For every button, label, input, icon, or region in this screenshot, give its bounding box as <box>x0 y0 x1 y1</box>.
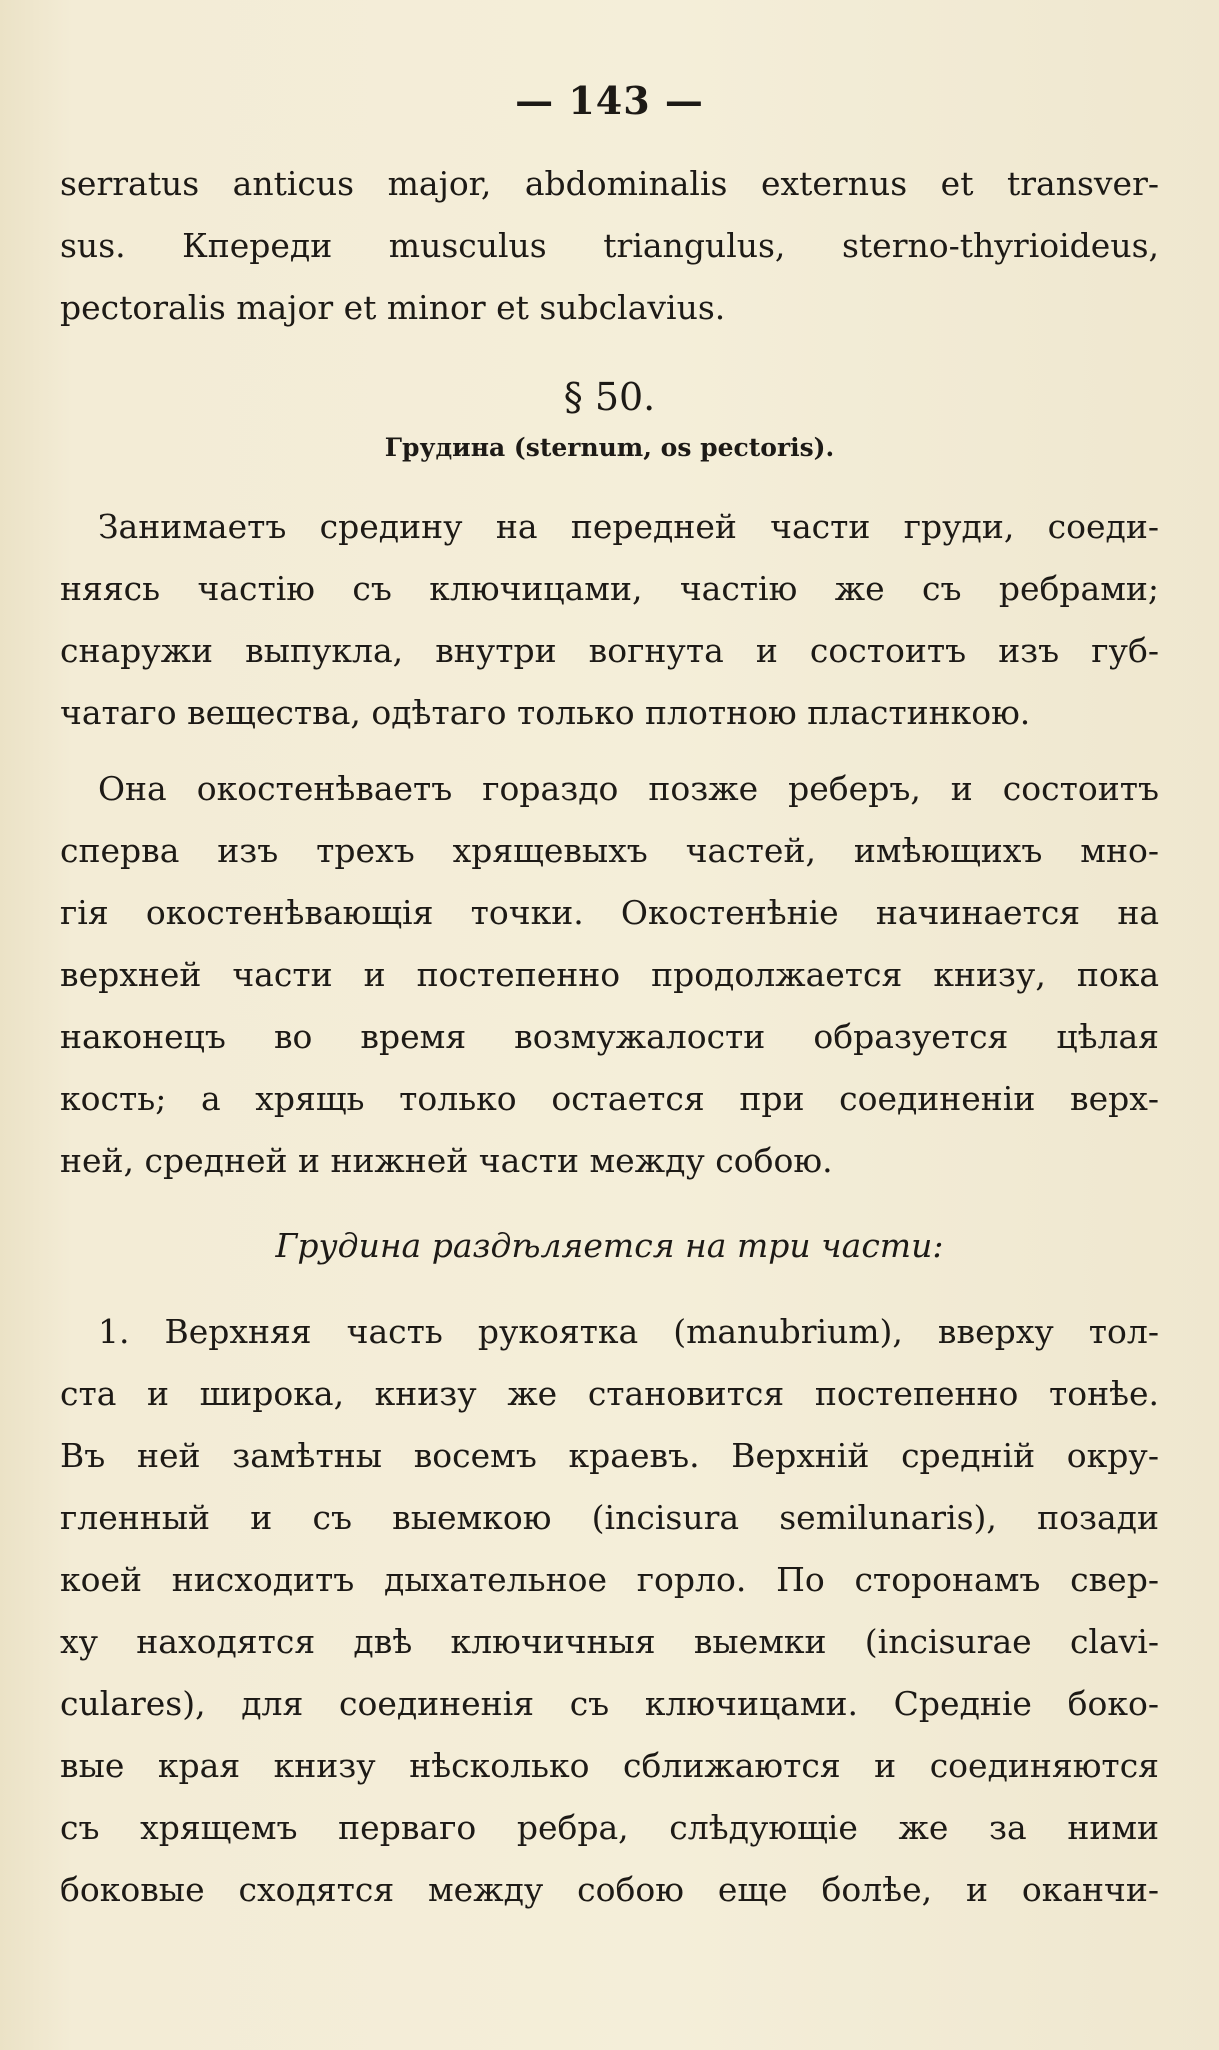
text-line: ху находятся двѣ ключичныя выемки (incisurae clavi- <box>60 1622 1159 1661</box>
text-line: боковые сходятся между собою еще болѣе, и оканчи- <box>60 1870 1159 1909</box>
text-line: Она окостенѣваетъ гораздо позже реберъ, и состоитъ <box>98 769 1159 808</box>
text-line: снаружи выпукла, внутри вогнута и состоитъ изъ губ- <box>60 631 1159 670</box>
text-line: 1. Верхняя часть рукоятка (manubrium), вверху тол- <box>98 1312 1159 1351</box>
text-line: вые края книзу нѣсколько сближаются и соединяются <box>60 1746 1159 1785</box>
subheading: Грудина раздѣляется на три части: <box>275 1226 944 1265</box>
text-line: верхней части и постепенно продолжается книзу, пока <box>60 955 1159 994</box>
paragraph <box>60 496 1159 744</box>
text-line: pectoralis major et minor et subclavius. <box>60 288 726 327</box>
page-number: — 143 — <box>515 78 704 123</box>
section-number: § 50. <box>563 375 656 419</box>
text-line: чатаго вещества, одѣтаго только плотною пластинкою. <box>60 693 1031 732</box>
text-line: ней, средней и нижней части между собою. <box>60 1141 833 1180</box>
continuation-text <box>60 153 1159 339</box>
text-line: сперва изъ трехъ хрящевыхъ частей, имѣющихъ мно- <box>60 831 1159 870</box>
text-line: ста и широка, книзу же становится постепенно тонѣе. <box>60 1374 1159 1413</box>
text-line: Въ ней замѣтны восемъ краевъ. Верхній средній окру- <box>60 1436 1159 1475</box>
text-line: наконецъ во время возмужалости образуется цѣлая <box>60 1017 1159 1056</box>
text-line: коей нисходитъ дыхательное горло. По сторонамъ свер- <box>60 1560 1159 1599</box>
text-line: гія окостенѣвающія точки. Окостенѣніе начинается на <box>60 893 1159 932</box>
section-heading: Грудина (sternum, os pectoris). <box>384 433 835 462</box>
text-line: кость; а хрящь только остается при соединеніи верх- <box>60 1079 1159 1118</box>
paragraph <box>60 1301 1159 1921</box>
text-line: няясь частію съ ключицами, частію же съ ребрами; <box>60 569 1159 608</box>
text-line: serratus anticus major, abdominalis externus et transver- <box>60 164 1159 203</box>
text-line: съ хрящемъ перваго ребра, слѣдующіе же за ними <box>60 1808 1159 1847</box>
text-line: Занимаетъ средину на передней части груди, соеди- <box>98 507 1159 546</box>
text-line: гленный и съ выемкою (incisura semilunaris), позади <box>60 1498 1159 1537</box>
text-line: sus. Кпереди musculus triangulus, sterno-thyrioideus, <box>60 226 1159 265</box>
paragraph <box>60 758 1159 1192</box>
text-line: culares), для соединенія съ ключицами. Средніе боко- <box>60 1684 1159 1723</box>
